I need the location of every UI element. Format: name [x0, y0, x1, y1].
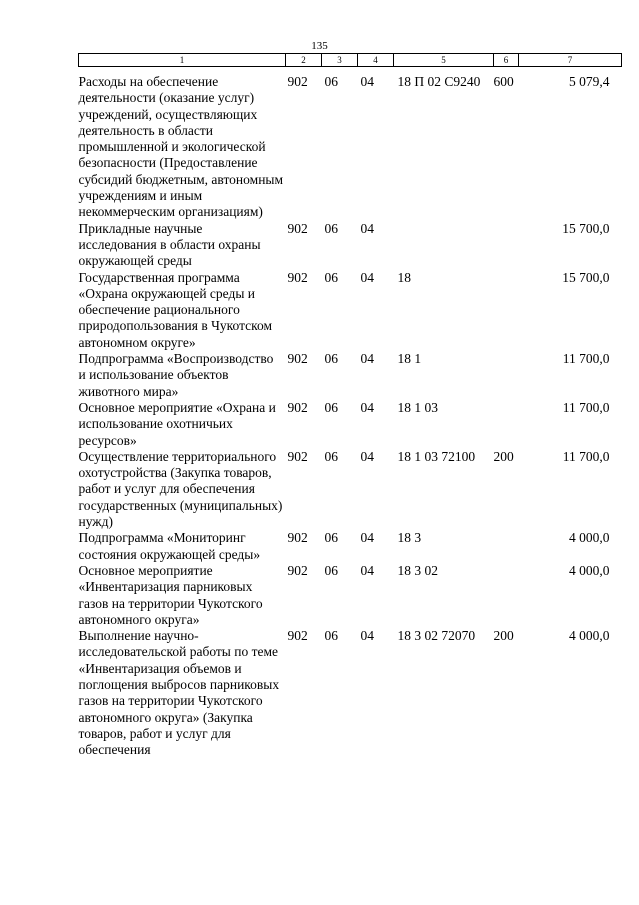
row-pr: 04	[360, 628, 374, 644]
row-pr: 04	[360, 448, 374, 464]
row-rz: 06	[324, 351, 338, 367]
row-rz: 06	[324, 562, 338, 578]
row-vr	[494, 530, 519, 563]
row-gr: 902	[287, 269, 308, 285]
row-pr: 04	[360, 351, 374, 367]
header-col-1: 1	[79, 54, 286, 67]
row-pr: 04	[360, 530, 374, 546]
row-csr: 18	[397, 269, 411, 285]
table-row	[79, 400, 622, 449]
row-sum: 4 000,0	[569, 530, 610, 546]
row-vr: 200	[493, 628, 514, 644]
row-name: Основное мероприятие «Инвентаризация парниковых газов на территории Чукотского автономного округа»	[78, 562, 263, 627]
header-col-5: 5	[394, 54, 494, 67]
row-csr	[394, 221, 494, 270]
row-pr: 04	[360, 74, 374, 89]
row-name: Выполнение научно-исследовательской работы по теме «Инвентаризация объемов и поглощения выбросов парниковых газов на территории Чукотского автономного округа» (Закупка товаров, работ и услуг для обеспечения	[78, 628, 280, 758]
row-name: Подпрограмма «Мониторинг состояния окружающей среды»	[78, 530, 261, 562]
row-sum: 11 700,0	[562, 448, 610, 464]
row-name: Прикладные научные исследования в области охраны окружающей среды	[78, 220, 261, 269]
row-pr: 04	[360, 399, 374, 415]
header-col-4: 4	[358, 54, 394, 67]
row-sum: 15 700,0	[562, 220, 610, 236]
table-row	[79, 221, 622, 270]
row-rz: 06	[324, 269, 338, 285]
row-sum: 11 700,0	[562, 399, 610, 415]
row-sum: 11 700,0	[562, 351, 610, 367]
row-sum: 5 079,4	[569, 74, 610, 89]
row-pr: 04	[360, 269, 374, 285]
header-row	[79, 54, 622, 67]
header-col-7: 7	[519, 54, 622, 67]
row-rz: 06	[324, 448, 338, 464]
row-gr: 902	[287, 399, 308, 415]
row-sum: 15 700,0	[562, 269, 610, 285]
row-vr	[494, 400, 519, 449]
table-row	[79, 530, 622, 563]
row-vr	[494, 351, 519, 400]
row-sum: 4 000,0	[569, 628, 610, 644]
table-row	[79, 270, 622, 351]
row-vr	[494, 221, 519, 270]
row-name: Осуществление территориального охотустройства (Закупка товаров, работ и услуг для обеспечения государственных (муниципальных) нужд)	[78, 448, 283, 530]
row-csr: 18 1	[397, 351, 422, 367]
row-gr: 902	[287, 562, 308, 578]
row-csr: 18 1 03	[397, 399, 438, 415]
header-col-3: 3	[322, 54, 358, 67]
row-rz: 06	[324, 628, 338, 644]
row-vr	[494, 563, 519, 628]
budget-table	[78, 53, 622, 758]
table-row	[79, 449, 622, 530]
row-csr: 18 3	[397, 530, 422, 546]
table-row	[79, 563, 622, 628]
table-row	[79, 628, 622, 758]
row-rz: 06	[324, 220, 338, 236]
row-csr: 18 1 03 72100	[397, 448, 476, 464]
row-sum: 4 000,0	[569, 562, 610, 578]
row-rz: 06	[324, 399, 338, 415]
row-csr: 18 3 02	[397, 562, 438, 578]
row-name: Основное мероприятие «Охрана и использование охотничьих ресурсов»	[78, 399, 276, 448]
row-gr: 902	[287, 448, 308, 464]
row-csr: 18 П 02 С9240	[397, 74, 481, 89]
row-gr: 902	[287, 74, 308, 89]
row-vr: 600	[493, 74, 514, 89]
row-csr: 18 3 02 72070	[397, 628, 476, 644]
row-pr: 04	[360, 562, 374, 578]
row-vr: 200	[493, 448, 514, 464]
header-col-6: 6	[494, 54, 519, 67]
row-vr	[494, 270, 519, 351]
row-name: Расходы на обеспечение деятельности (оказание услуг) учреждений, осуществляющих деятельность в области промышленной и экологической безопасности (Предоставление субсидий бюджетным, автономным учреждениям и иным некоммерческим организациям)	[78, 74, 284, 220]
row-gr: 902	[287, 220, 308, 236]
row-rz: 06	[324, 74, 338, 89]
header-col-2: 2	[286, 54, 322, 67]
row-gr: 902	[287, 530, 308, 546]
row-name: Государственная программа «Охрана окружающей среды и обеспечение рационального природопользования в Чукотском автономном округе»	[78, 269, 273, 350]
row-rz: 06	[324, 530, 338, 546]
table-row	[79, 351, 622, 400]
row-gr: 902	[287, 351, 308, 367]
page-number: 135	[311, 40, 328, 52]
row-name: Подпрограмма «Воспроизводство и использование объектов животного мира»	[78, 351, 274, 399]
row-gr: 902	[287, 628, 308, 644]
row-pr: 04	[360, 220, 374, 236]
table-row	[79, 67, 622, 221]
